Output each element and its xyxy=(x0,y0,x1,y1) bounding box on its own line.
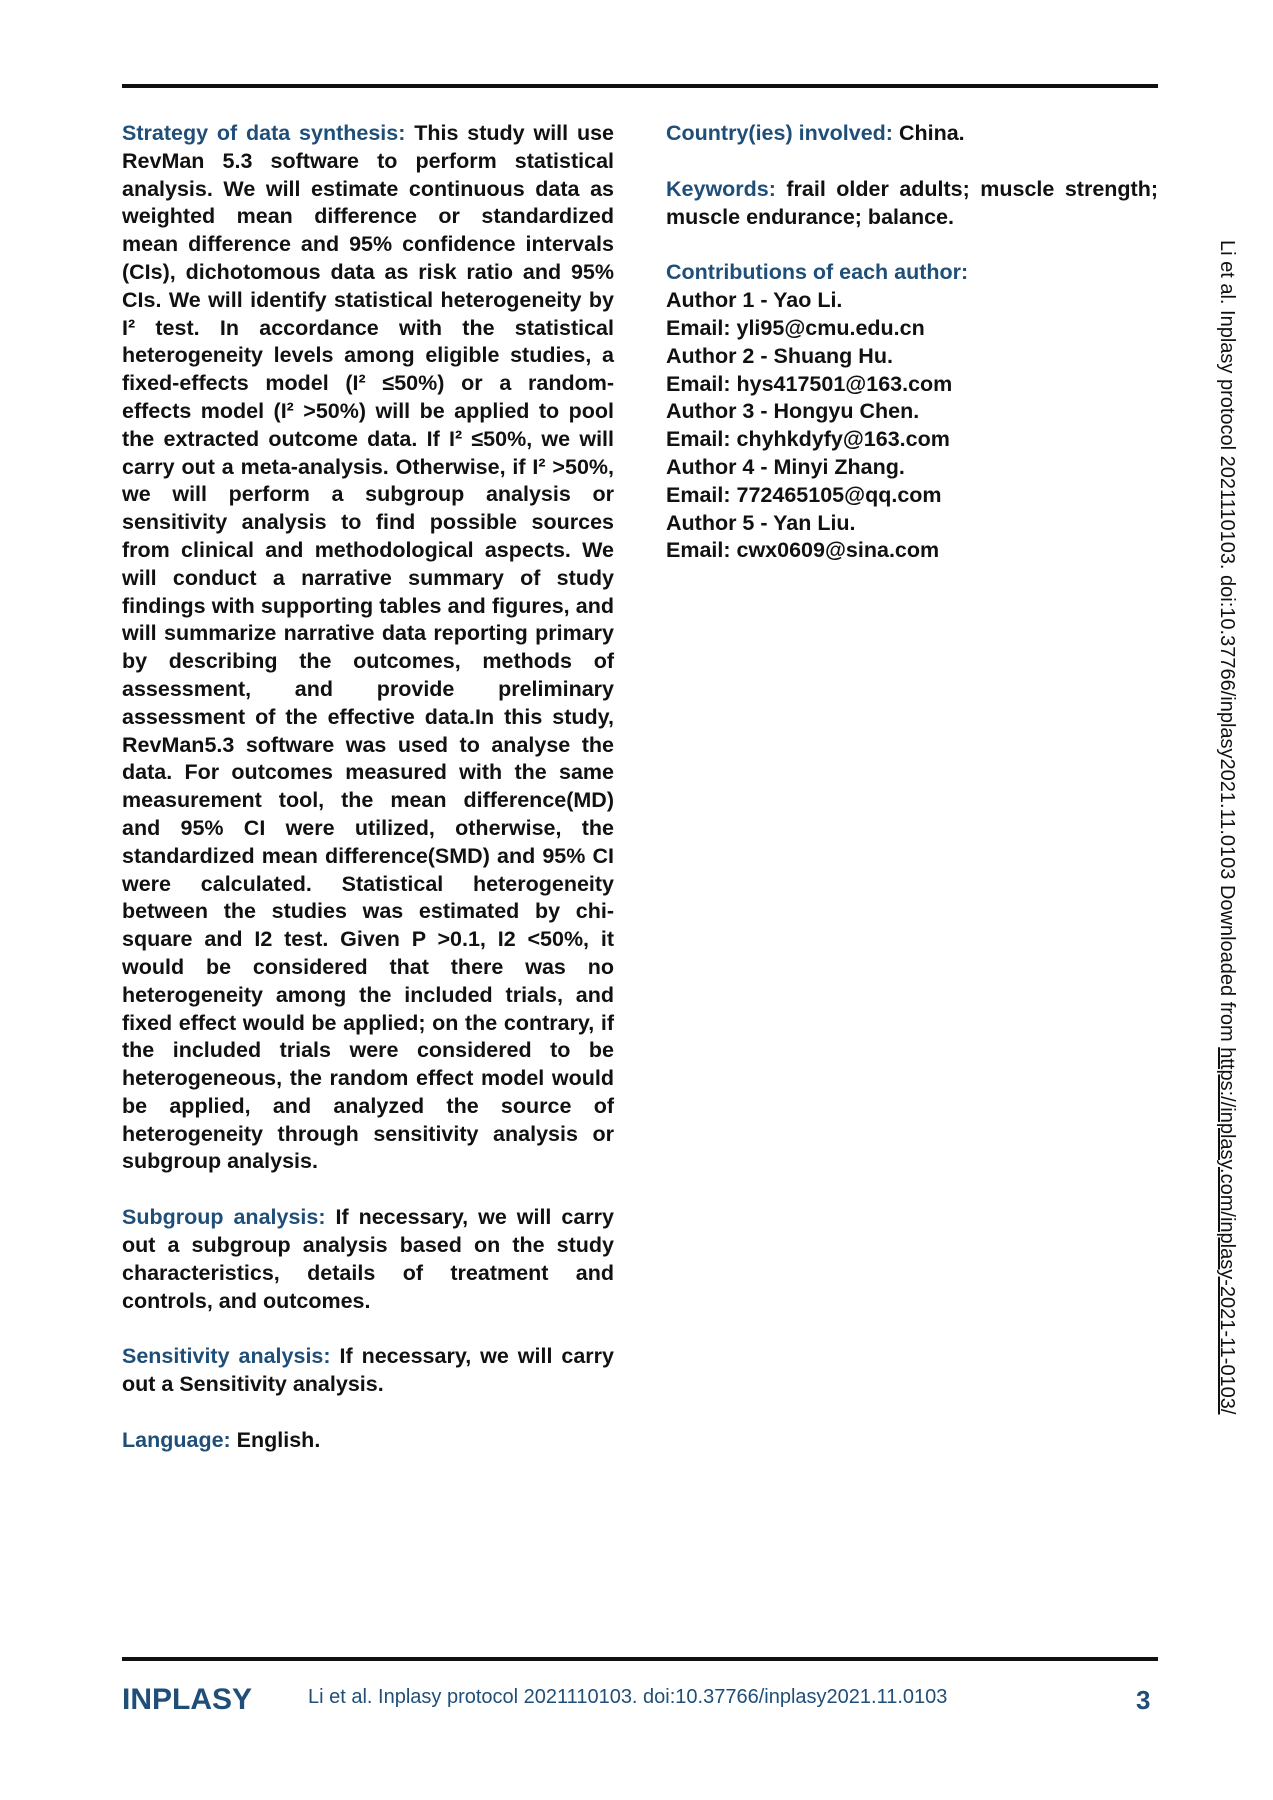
subgroup-label: Subgroup analysis: xyxy=(122,1205,326,1230)
country-text: China. xyxy=(892,121,965,145)
left-column xyxy=(122,120,614,1483)
footer-rule xyxy=(122,1657,1158,1661)
side-note-text: Li et al. Inplasy protocol 2021110103. doi:10.37766/inplasy2021.11.0103 Downloaded from xyxy=(1216,240,1238,1048)
author-email: Email: cwx0609@sina.com xyxy=(666,538,940,563)
language-label: Language: xyxy=(122,1428,231,1453)
header-rule xyxy=(122,84,1158,88)
contributions-label: Contributions of each author: xyxy=(666,260,969,285)
subgroup-section xyxy=(122,1204,614,1315)
download-side-note xyxy=(1215,240,1238,1415)
keywords-text: frail older adults; muscle strength; muscle endurance; balance. xyxy=(666,176,1158,229)
synthesis-section xyxy=(122,120,614,1176)
footer-brand: INPLASY xyxy=(122,1683,253,1716)
synthesis-label: Strategy of data synthesis: xyxy=(122,121,406,145)
author-email: Email: yli95@cmu.edu.cn xyxy=(666,315,925,340)
country-label: Country(ies) involved: xyxy=(666,121,893,145)
sensitivity-text: If necessary, we will carry out a Sensitivity analysis. xyxy=(122,1344,614,1397)
language-section xyxy=(122,1427,614,1455)
author-email: Email: chyhkdyfy@163.com xyxy=(666,427,950,452)
contributions-section xyxy=(666,259,1158,565)
side-note-link[interactable]: https://inplasy.com/inplasy-2021-11-0103/ xyxy=(1216,1047,1238,1415)
author-line: Author 4 - Minyi Zhang. xyxy=(666,454,905,479)
keywords-label: Keywords: xyxy=(666,176,776,201)
author-email: Email: hys417501@163.com xyxy=(666,371,953,396)
author-email: Email: 772465105@qq.com xyxy=(666,482,942,507)
keywords-section xyxy=(666,176,1158,232)
page-number: 3 xyxy=(1136,1685,1151,1715)
country-section xyxy=(666,120,1158,148)
sensitivity-section xyxy=(122,1343,614,1399)
author-line: Author 1 - Yao Li. xyxy=(666,288,843,313)
footer-citation: Li et al. Inplasy protocol 2021110103. doi:10.37766/inplasy2021.11.0103 xyxy=(308,1686,948,1708)
author-line: Author 5 - Yan Liu. xyxy=(666,510,856,535)
sensitivity-label: Sensitivity analysis: xyxy=(122,1344,331,1369)
author-line: Author 2 - Shuang Hu. xyxy=(666,343,893,368)
synthesis-text: This study will use RevMan 5.3 software to perform statistical analysis. We will estimate continuous data as weighted mean difference or standardized mean difference and 95% confidence intervals (CIs), dichotomous data as risk ratio and 95% CIs. We will identify statistical heterogeneity by I² test. In accordance with the statistical heterogeneity levels among eligible studies, a fixed-effects model (I² ≤50%) or a random-effects model (I² >50%) will be applied to pool the extracted outcome data. If I² ≤50%, we will carry out a meta-analysis. Otherwise, if I² >50%, we will perform a subgroup analysis or sensitivity analysis to find possible sources from clinical and methodological aspects. We will conduct a narrative summary of study findings with supporting tables and figures, and will summarize narrative data reporting primary by describing the outcomes, methods of assessment, and provide preliminary assessment of the effective data.In this study, RevMan5.3 software was used to analyse the data. For outcomes measured with the same measurement tool, the mean difference(MD) and 95% CI were utilized, otherwise, the standardized mean difference(SMD) and 95% CI were calculated. Statistical heterogeneity between the studies was estimated by chi-square and I2 test. Given P >0.1, I2 <50%, it would be considered that there was no heterogeneity among the included trials, and fixed effect would be applied; on the contrary, if the included trials were considered to be heterogeneous, the random effect model would be applied, and analyzed the source of heterogeneity through sensitivity analysis or subgroup analysis. xyxy=(122,121,615,1174)
right-column xyxy=(666,120,1158,593)
language-text: English. xyxy=(230,1428,321,1453)
author-line: Author 3 - Hongyu Chen. xyxy=(666,399,920,424)
subgroup-text: If necessary, we will carry out a subgroup analysis based on the study characteristics, details of treatment and controls, and outcomes. xyxy=(122,1205,614,1313)
